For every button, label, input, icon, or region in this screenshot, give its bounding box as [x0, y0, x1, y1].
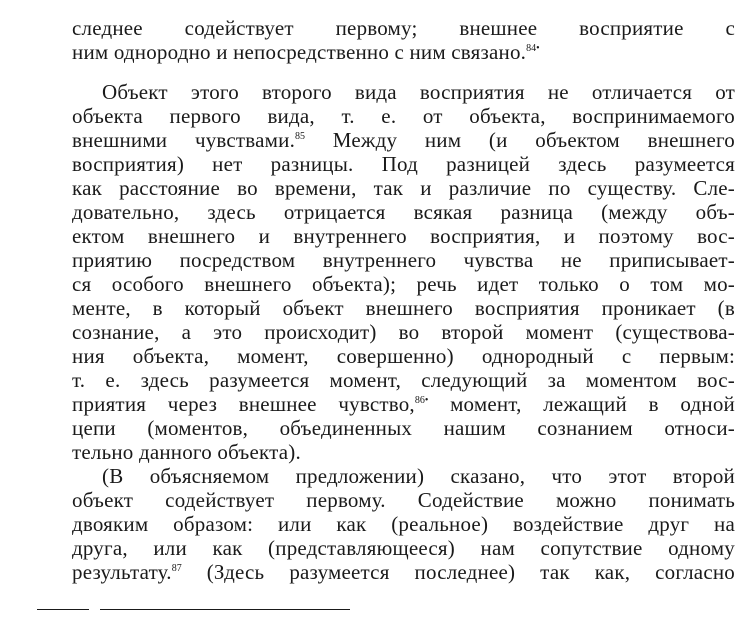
line-text: внешними чувствами.	[72, 128, 296, 152]
line-text-tail: Между ним (и объектом внешнего	[305, 128, 735, 152]
text-line	[72, 488, 735, 512]
line-text: друга, или как (представляющееся) нам сопутствие одному	[72, 536, 735, 560]
footnote-marker: 85	[295, 131, 306, 142]
line-text: сознание, а это происходит) во второй момент (существова-	[72, 320, 735, 344]
line-text: как расстояние во времени, так и различие по существу. Сле-	[72, 176, 735, 200]
line-text: ся особого внешнего объекта); речь идет только о том мо-	[72, 272, 735, 296]
line-text-tail: (Здесь разумеется последнее) так как, согласно	[181, 560, 735, 584]
line-text: тельно данного объекта).	[72, 440, 301, 464]
line-text: менте, в который объект внешнего восприятия проникает (в	[72, 296, 735, 320]
line-text: двояким образом: или как (реальное) воздействие друг на	[72, 512, 735, 536]
text-line	[72, 248, 735, 272]
line-text: восприятия) нет разницы. Под разницей здесь разумеется	[72, 152, 735, 176]
text-line	[72, 368, 735, 392]
line-text: ним однородно и непосредственно с ним связано.	[72, 40, 527, 64]
footnote-separator-rule	[37, 609, 89, 610]
text-line	[72, 512, 735, 536]
line-text: т. е. здесь разумеется момент, следующий за моментом вос-	[72, 368, 735, 392]
text-line	[72, 104, 735, 128]
text-line	[72, 40, 735, 64]
text-line	[72, 416, 735, 440]
text-line	[72, 296, 735, 320]
line-text: довательно, здесь отрицается всякая разница (между объ-	[72, 200, 735, 224]
line-text: объекта первого вида, т. е. от объекта, воспринимаемого	[72, 104, 735, 128]
text-line	[72, 152, 735, 176]
text-line	[72, 200, 735, 224]
line-text: ектом внешнего и внутреннего восприятия, и поэтому вос-	[72, 224, 735, 248]
paragraph-start-line	[102, 80, 735, 104]
text-line	[72, 176, 735, 200]
text-line	[72, 536, 735, 560]
text-line	[72, 560, 735, 584]
text-line	[72, 440, 735, 464]
text-line	[72, 320, 735, 344]
line-text: приятию посредством внутреннего чувства не приписывает-	[72, 248, 735, 272]
text-line	[72, 272, 735, 296]
text-line	[72, 344, 735, 368]
line-text: приятия через внешнее чувство,	[72, 392, 415, 416]
footnote-marker: 84•	[526, 43, 540, 54]
footnote-marker: 87	[171, 563, 182, 574]
line-text: следнее содействует первому; внешнее восприятие с	[72, 16, 735, 40]
line-text: цепи (моментов, объединенных нашим сознанием относи-	[72, 416, 735, 440]
line-text: ния объекта, момент, совершенно) однородный с первым:	[72, 344, 735, 368]
line-text-tail: момент, лежащий в одной	[428, 392, 735, 416]
text-line	[72, 224, 735, 248]
line-text: Объект этого второго вида восприятия не отличается от	[102, 80, 735, 104]
line-text: (В объясняемом предложении) сказано, что этот второй	[102, 464, 735, 488]
line-text: объект содействует первому. Содействие можно понимать	[72, 488, 735, 512]
text-line	[72, 16, 735, 40]
footnote-marker: 86•	[414, 395, 429, 406]
paragraph-start-line	[102, 464, 735, 488]
text-line	[72, 392, 735, 416]
line-text: результату.	[72, 560, 172, 584]
footnote-separator-rule	[100, 609, 350, 610]
text-line	[72, 128, 735, 152]
